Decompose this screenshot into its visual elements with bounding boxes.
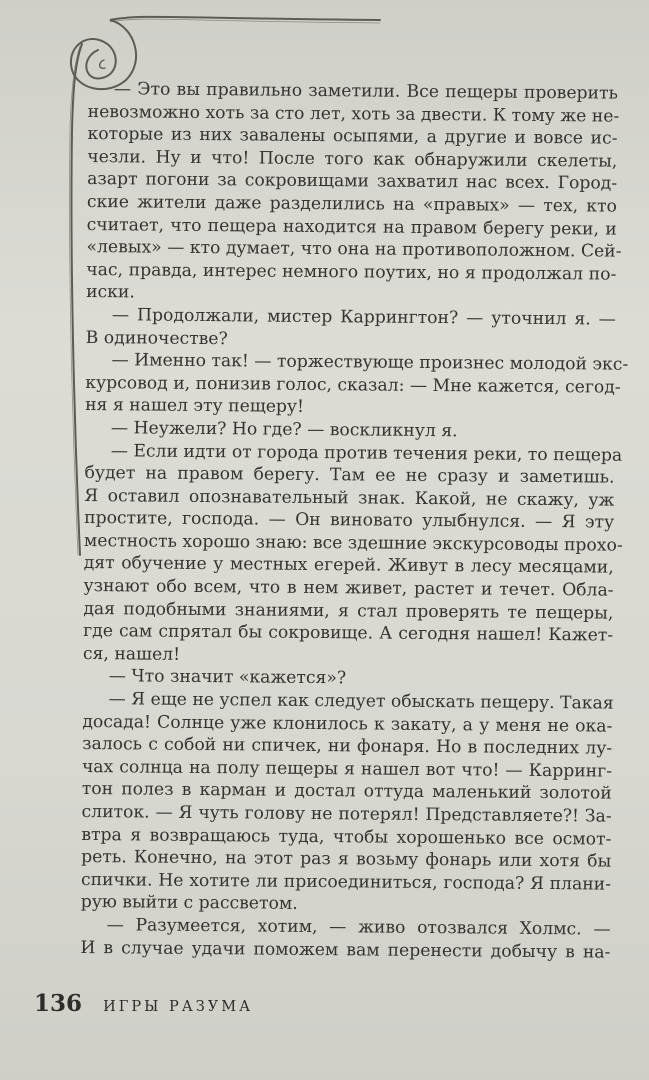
text-line: — Это вы правильно заметили. Все пещеры проверить	[113, 79, 618, 104]
page-number: 136	[34, 990, 83, 1017]
text-line: невозможно хоть за сто лет, хоть за двести. К тому же не-	[87, 101, 620, 127]
text-line: ня я нашел эту пещеру!	[85, 395, 305, 418]
text-line: чезли. Ну и что! После того как обнаружили скелеты,	[87, 146, 618, 172]
text-line: считает, что пещера находится на правом берегу реки, и	[86, 214, 617, 240]
text-line: досада! Солнце уже клонилось к закату, а у меня не ока-	[82, 711, 613, 737]
text-line: втра я возвращаюсь туда, чтобы хорошенько все осмот-	[81, 824, 612, 850]
text-line: — Разумеется, хотим, — живо отозвался Холмс. —	[106, 915, 611, 940]
text-line: «левых» — кто думает, что она на противоположном. Сей-	[86, 237, 622, 262]
text-line: будет на правом берегу. Там ее не сразу и заметишь.	[84, 463, 615, 488]
text-line: местность хорошо знаю: все здешние экскурсоводы прохо-	[83, 530, 623, 556]
text-line: которые из них завалены осыпями, а другие и вовсе ис-	[87, 124, 618, 149]
text-line: И в случае удачи поможем вам перенести добычу в на-	[80, 937, 611, 963]
text-line: Я оставил опознавательный знак. Какой, не скажу, уж	[84, 485, 615, 511]
text-line: тон полез в карман и достал оттуда маленький золотой	[81, 779, 612, 805]
text-line: — Именно так! — торжествующе произнес молодой экс-	[111, 350, 629, 375]
text-line: дая подобными знаниями, я стал проверять те пещеры,	[83, 598, 614, 624]
text-line: реть. Конечно, на этот раз я возьму фонарь или хотя бы	[81, 847, 612, 872]
text-line: — Продолжали, мистер Каррингтон? — уточнил я. —	[111, 305, 616, 330]
text-line: дят обучение у местных егерей. Живут в лесу месяцами,	[83, 553, 614, 579]
text-line: — Что значит «кажется»?	[108, 666, 347, 689]
text-line: рую выйти с рассветом.	[80, 892, 298, 915]
page-footer	[34, 990, 253, 1017]
text-line: ся, нашел!	[82, 643, 181, 665]
text-line: В одиночестве?	[85, 327, 228, 349]
text-line: — Неужели? Но где? — воскликнул я.	[110, 418, 458, 442]
text-line: простите, господа. — Он виновато улыбнулся. — Я эту	[84, 508, 615, 533]
text-line: ские жители даже разделились на «правых» — тех, кто	[86, 191, 617, 217]
text-line: спички. Не хотите ли присоединиться, господа? Я плани-	[80, 869, 612, 895]
text-line: чах солнца на полу пещеры я нашел вот что! — Карринг-	[81, 756, 613, 782]
text-line: курсовод и, понизив голос, сказал: — Мне кажется, сегод-	[85, 372, 621, 398]
text-line: — Если идти от города против течения реки, то пещера	[110, 440, 623, 466]
text-line: — Я еще не успел как следует обыскать пещеру. Такая	[108, 689, 614, 714]
running-title: ИГРЫ РАЗУМА	[103, 999, 254, 1015]
body-text	[80, 78, 629, 964]
text-line: азарт погони за сокровищами захватил нас всех. Город-	[87, 169, 618, 194]
text-line: иски.	[86, 282, 135, 303]
text-line: узнают обо всем, что в нем живет, растет и течет. Обла-	[83, 576, 614, 601]
text-line: слиток. — Я чуть голову не потерял! Представляете?! За-	[81, 801, 612, 827]
text-line: час, правда, интерес немного поутих, но я продолжал по-	[86, 259, 617, 285]
text-line: залось с собой ни спичек, ни фонаря. Но в последних лу-	[82, 734, 613, 759]
text-line: где сам спрятал бы сокровище. А сегодня нашел! Кажет-	[83, 621, 614, 646]
